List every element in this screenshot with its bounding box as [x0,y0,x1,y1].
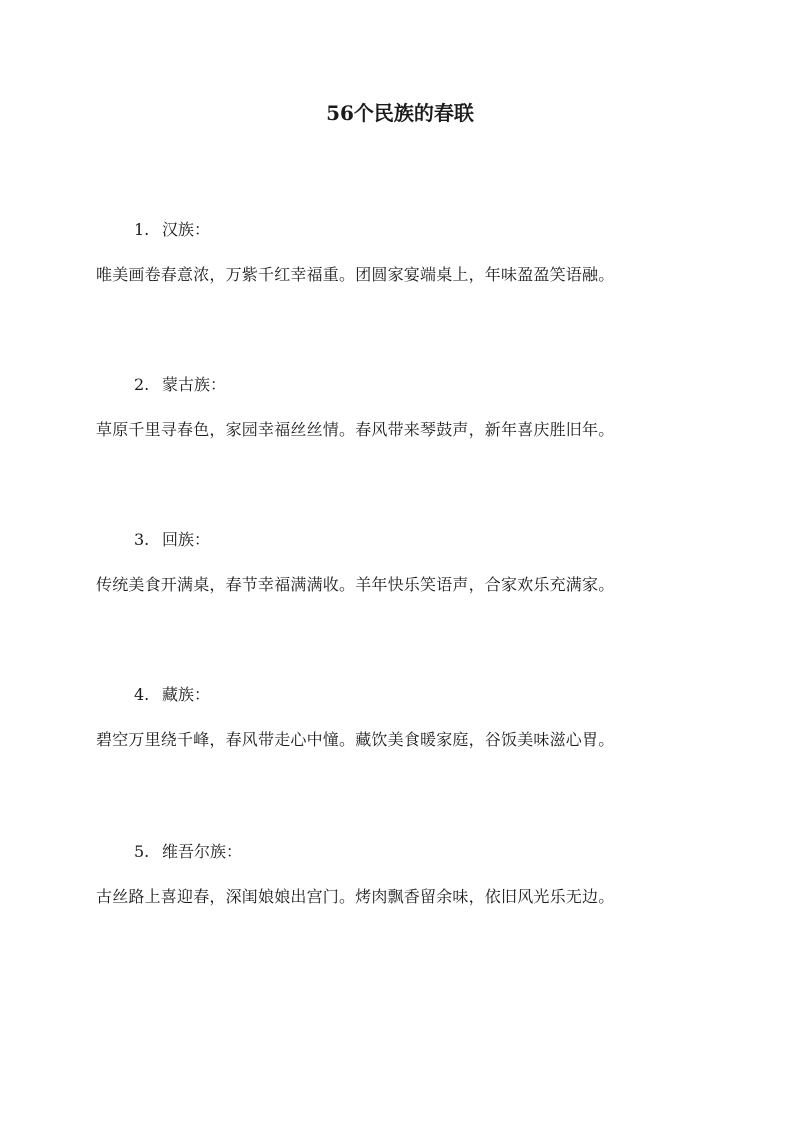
entry-heading-text: 汉族： [162,220,211,239]
entry-couplet: 传统美食开满桌，春节幸福满满收。羊年快乐笑语声，合家欢乐充满家。 [96,575,615,594]
entry-heading [134,683,210,707]
entry-heading [134,840,242,864]
document-title: 56个民族的春联 [326,101,474,125]
entry-heading-text: 蒙古族： [162,375,227,394]
entry-number: 4. [134,685,150,704]
entry-heading-text: 回族： [162,530,211,549]
entry-number: 1. [134,220,150,239]
entry-couplet: 碧空万里绕千峰，春风带走心中憧。藏饮美食暖家庭，谷饭美味滋心胃。 [96,730,615,749]
entry-heading [134,218,210,242]
entry-heading-text: 维吾尔族： [162,842,243,861]
entry-couplet: 古丝路上喜迎春，深闺娘娘出宫门。烤肉飘香留余味，依旧风光乐无边。 [96,887,615,906]
entry-couplet: 唯美画卷春意浓，万紫千红幸福重。团圆家宴端桌上，年味盈盈笑语融。 [96,265,615,284]
entry-number: 3. [134,530,150,549]
entry-heading-text: 藏族： [162,685,211,704]
entry-number: 2. [134,375,150,394]
entry-heading [134,528,210,552]
entry-couplet: 草原千里寻春色，家园幸福丝丝情。春风带来琴鼓声，新年喜庆胜旧年。 [96,420,615,439]
entry-number: 5. [134,842,150,861]
entry-heading [134,373,226,397]
